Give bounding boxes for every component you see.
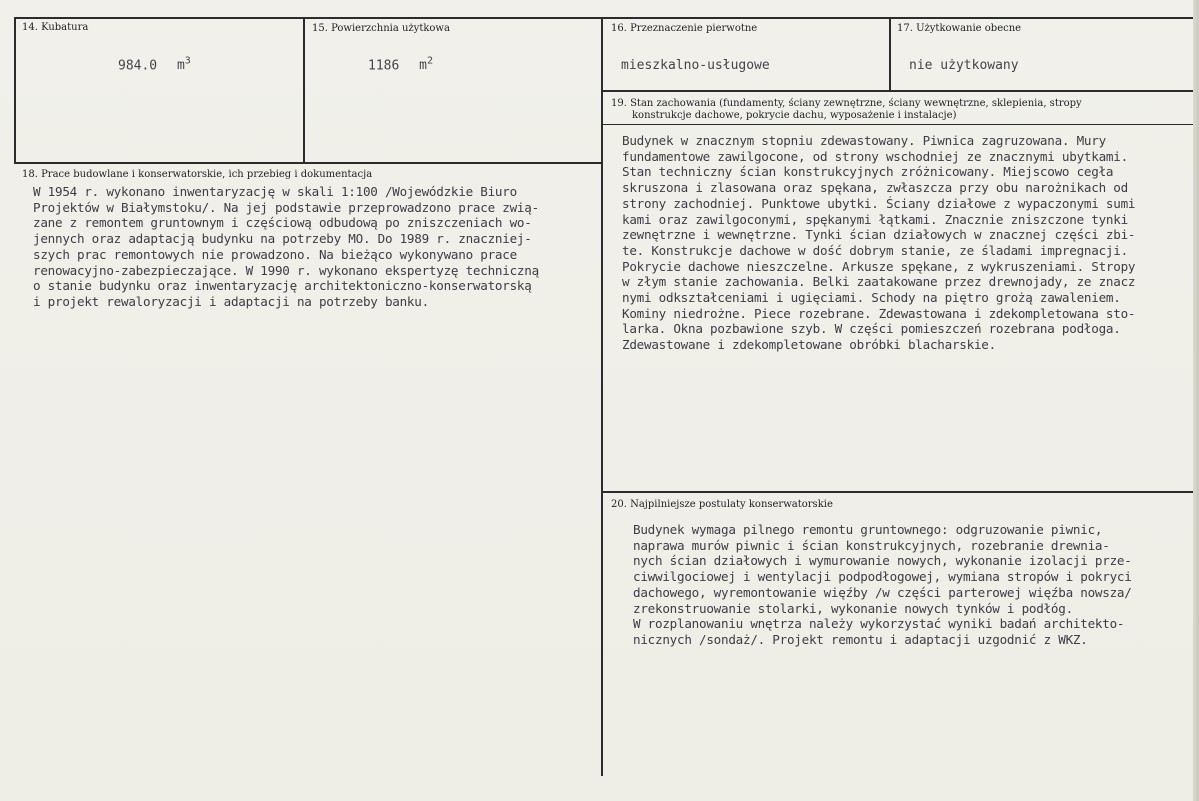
text-line: Kominy niedrożne. Piece rozebrane. Zdewastowana i zdekompletowana sto- [622,305,1136,321]
text-line: fundamentowe zawilgocone, od strony wschodniej ze znacznymi ubytkami. [622,148,1128,164]
rule-top [14,17,1199,19]
text-line: te. Konstrukcje dachowe w dość dobrym stanie, ze śladami impregnacji. [622,242,1128,258]
text-line: skruszona i zlasowana oraz spękana, zwłaszcza przy obu narożnikach od [622,180,1128,196]
uzytkowanie-label: 17. Użytkowanie obecne [897,23,1022,34]
postulaty-text [633,522,1194,648]
text-line: zewnętrzne i wewnętrzne. Tynki ścian działowych w znacznej części zbi- [622,227,1136,243]
text-line: renowacyjno-zabezpieczające. W 1990 r. wykonano ekspertyzę techniczną [33,262,539,278]
text-line: Budynek wymaga pilnego remontu gruntownego: odgruzowanie piwnic, [633,522,1103,537]
text-line: i projekt rewaloryzacji i adaptacji na potrzeby banku. [33,293,429,309]
kubatura-label: 14. Kubatura [22,22,89,33]
text-line: W rozplanowaniu wnętrza należy wykorzystać wyniki badań architekto- [633,616,1125,632]
text-line: zane z remontem gruntownym i częściową odbudową po zniszczeniach wo- [33,215,532,231]
text-line: dachowego, wyremontowanie więźby /w części parterowej więźba nowsza/ [633,584,1132,600]
text-line: o stanie budynku oraz inwentaryzację architektoniczno-konserwatorską [33,278,532,294]
text-line: nych ścian działowych i wymurowanie nowych, wykonanie izolacji prze- [633,553,1132,569]
postulaty-label: 20. Najpilniejsze postulaty konserwatorskie [611,499,833,510]
text-line: kami oraz zawilgoconymi, spękanymi łątkami. Znacznie zniszczone tynki [622,211,1128,227]
powierzchnia-unit: $m^2$ [419,56,433,74]
text-line: jennych oraz adaptacją budynku na potrzeby MO. Do 1989 r. znaczniej- [33,231,532,247]
text-line: Budynek w znacznym stopniu zdewastowany. Piwnica zagruzowana. Mury [622,133,1106,148]
powierzchnia-value: 1186 [368,58,400,74]
powierzchnia-label: 15. Powierzchnia użytkowa [312,23,450,34]
text-line: Stan techniczny ścian konstrukcyjnych zróżnicowany. Miejscowo cegła [622,164,1114,180]
powierzchnia-value-group [368,56,433,73]
rule-14-15 [303,17,305,163]
text-line: W 1954 r. wykonano inwentaryzację w skali 1:100 /Wojewódzkie Biuro [33,184,517,199]
kubatura-unit: $m^3$ [176,56,191,74]
text-line: ciwwilgociowej i wentylacji podpodłogowej, wymiana stropów i pokryci [633,569,1132,585]
text-line: naprawa murów piwnic i ścian konstrukcyjnych, rozebranie drewnia- [633,537,1110,553]
uzytkowanie-value: nie użytkowany [909,58,1019,73]
stan-text [622,133,1194,353]
text-line: Projektów w Białymstoku/. Na jej podstawie przeprowadzono prace zwią- [33,199,539,215]
przeznaczenie-label: 16. Przeznaczenie pierwotne [611,23,758,34]
text-line: nicznych /sondaż/. Projekt remontu i adaptacji uzgodnić z WKZ. [633,631,1088,647]
text-line: strony zachodniej. Punktowe ubytki. Ściany działowe z wypaczonymi sumi [622,195,1136,211]
kubatura-value-group [118,56,191,73]
stan-label-line2: konstrukcje dachowe, pokrycie dachu, wyposażenie i instalacje) [632,110,957,121]
card-edge-shadow [1193,0,1199,801]
kubatura-value: 984.0 [118,58,158,74]
text-line: szych prac remontowych nie prowadzono. Na bieżąco wykonywano prace [33,246,517,262]
text-line: Pokrycie dachowe nieszczelne. Arkusze spękane, z wykruszeniami. Stropy [622,258,1136,274]
text-line: zrekonstruowanie stolarki, wykonanie nowych tynków i podłóg. [633,600,1073,616]
text-line: larka. Okna pozbawione szyb. W części pomieszczeń rozebrana podłoga. [622,321,1121,337]
rule-under-14-15 [14,162,602,164]
rule-16-17 [889,17,891,90]
text-line: nymi odkształceniami i ugięciami. Schody na piętro grożą zawaleniem. [622,290,1121,306]
prace-label: 18. Prace budowlane i konserwatorskie, ich przebieg i dokumentacja [22,169,373,180]
rule-under-16-17 [601,90,1199,92]
text-line: w złym stanie zachowania. Belki zaatakowane przez drewnojady, ze znacz [622,274,1136,290]
rule-under-19-label [601,124,1199,125]
rule-left-edge [14,17,16,163]
stan-label-line1: 19. Stan zachowania (fundamenty, ściany zewnętrzne, ściany wewnętrzne, sklepienia, stropy [611,98,1082,109]
rule-center [601,17,603,776]
prace-text [33,184,593,310]
rule-above-20 [601,491,1199,493]
przeznaczenie-value: mieszkalno-usługowe [621,58,770,73]
text-line: Zdewastowane i zdekompletowane obróbki blacharskie. [622,337,996,353]
